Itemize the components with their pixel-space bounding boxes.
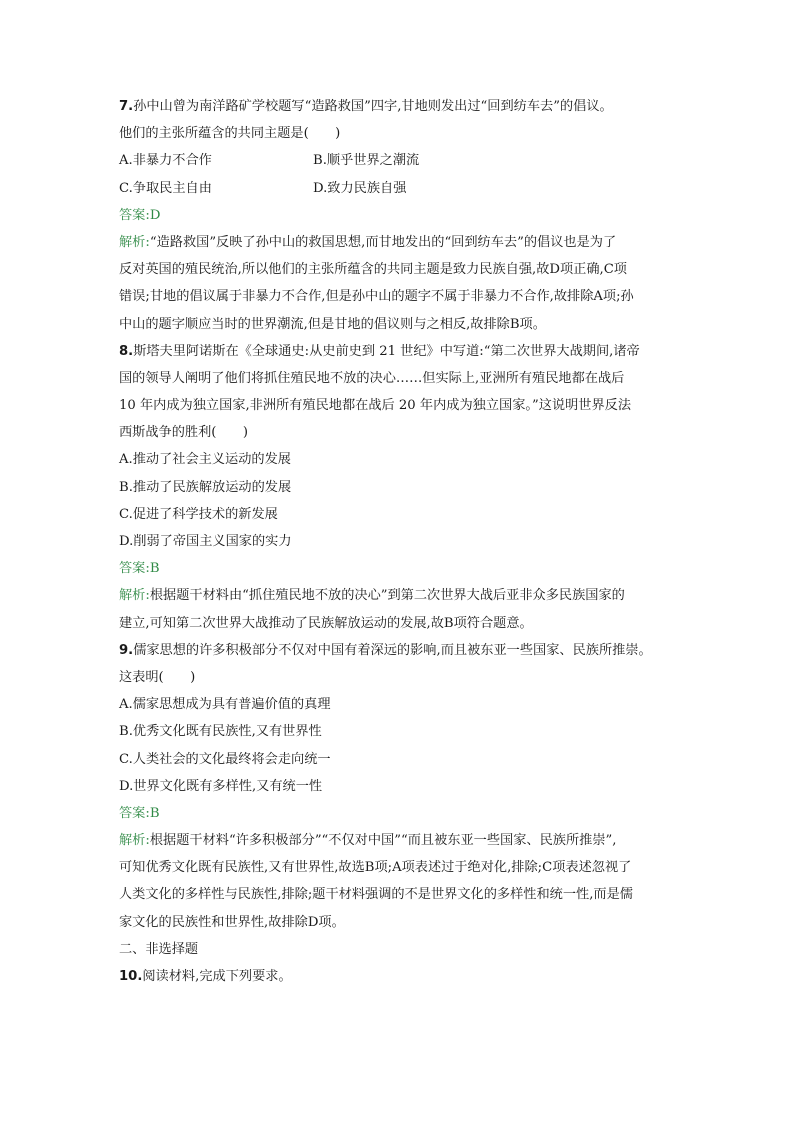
q9-stem-text-1: 儒家思想的许多积极部分不仅对中国有着深远的影响,而且被东亚一些国家、民族所推崇。 bbox=[133, 642, 652, 658]
q9-explanation-line-4: 家文化的民族性和世界性,故排除D项。 bbox=[119, 914, 345, 930]
q10-number: 10. bbox=[119, 969, 143, 984]
q8-explanation-text-1: 根据题干材料由“抓住殖民地不放的决心”到第二次世界大战后亚非众多民族国家的 bbox=[149, 588, 625, 604]
q8-option-c: C.促进了科学技术的新发展 bbox=[119, 506, 278, 522]
q8-option-a: A.推动了社会主义运动的发展 bbox=[119, 452, 291, 468]
q7-explanation-text-1: “造路救国”反映了孙中山的救国思想,而甘地发出的“回到纺车去”的倡议也是为了 bbox=[149, 234, 617, 250]
q7-number: 7. bbox=[119, 99, 134, 114]
q8-stem-text-1: 斯塔夫里阿诺斯在《全球通史:从史前史到 21 世纪》中写道:“第二次世界大战期间,诸帝 bbox=[133, 343, 640, 359]
q7-explanation-line-4: 中山的题字顺应当时的世界潮流,但是甘地的倡议则与之相反,故排除B项。 bbox=[119, 316, 546, 332]
q7-option-a: A.非暴力不合作 bbox=[119, 153, 212, 169]
q9-answer: 答案:B bbox=[119, 805, 160, 821]
q9-stem-line-2: 这表明( ) bbox=[119, 669, 196, 685]
q8-stem-line-4: 西斯战争的胜利( ) bbox=[119, 425, 248, 441]
q7-explanation-line-3: 错误;甘地的倡议属于非暴力不合作,但是孙中山的题字不属于非暴力不合作,故排除A项;孙 bbox=[119, 289, 634, 305]
q9-option-d: D.世界文化既有多样性,又有统一性 bbox=[119, 778, 323, 794]
q7-answer: 答案:D bbox=[119, 207, 161, 223]
section-title-non-choice: 二、非选择题 bbox=[119, 941, 199, 957]
q9-number: 9. bbox=[119, 642, 134, 658]
q7-explanation-line-2: 反对英国的殖民统治,所以他们的主张所蕴含的共同主题是致力民族自强,故D项正确,C项 bbox=[119, 262, 627, 278]
q8-answer: 答案:B bbox=[119, 561, 160, 577]
q9-stem-line-1 bbox=[119, 637, 694, 664]
q8-explanation-line-1 bbox=[119, 582, 694, 609]
q8-stem-line-2: 国的领导人阐明了他们将抓住殖民地不放的决心……但实际上,亚洲所有殖民地都在战后 bbox=[119, 370, 625, 386]
q8-stem-line-1 bbox=[119, 338, 694, 365]
q9-explanation-line-2: 可知优秀文化既有民族性,又有世界性,故选B项;A项表述过于绝对化,排除;C项表述忽视了 bbox=[119, 860, 632, 876]
q9-option-b: B.优秀文化既有民族性,又有世界性 bbox=[119, 724, 322, 740]
q9-explanation-line-1 bbox=[119, 827, 694, 854]
q7-option-c: C.争取民主自由 bbox=[119, 180, 212, 196]
q9-option-c: C.人类社会的文化最终将会走向统一 bbox=[119, 751, 331, 767]
q9-explanation-text-1: 根据题干材料“许多积极部分”“不仅对中国”“而且被东亚一些国家、民族所推崇”, bbox=[149, 833, 617, 849]
q8-explanation-label: 解析: bbox=[119, 588, 150, 604]
q7-option-b: B.顺乎世界之潮流 bbox=[313, 153, 420, 169]
q9-explanation-line-3: 人类文化的多样性与民族性,排除;题干材料强调的不是世界文化的多样性和统一性,而是儒 bbox=[119, 887, 633, 903]
q8-option-d: D.削弱了帝国主义国家的实力 bbox=[119, 534, 292, 549]
q7-stem-text-1: 孙中山曾为南洋路矿学校题写“造路救国”四字,甘地则发出过“回到纺车去”的倡议。 bbox=[133, 99, 613, 114]
q7-explanation-line-1 bbox=[119, 229, 694, 256]
document-page bbox=[119, 93, 694, 990]
q8-stem-line-3: 10 年内成为独立国家,非洲所有殖民地都在战后 20 年内成为独立国家。”这说明世界反法 bbox=[119, 398, 632, 414]
q7-options-row-1 bbox=[119, 147, 694, 174]
q9-explanation-label: 解析: bbox=[119, 833, 150, 849]
q7-option-d: D.致力民族自强 bbox=[313, 180, 407, 196]
q8-number: 8. bbox=[119, 343, 134, 359]
q7-explanation-label: 解析: bbox=[119, 234, 150, 250]
q10-stem-text: 阅读材料,完成下列要求。 bbox=[142, 969, 292, 984]
q7-stem-line-2: 他们的主张所蕴含的共同主题是( ) bbox=[119, 126, 341, 142]
q7-options-row-2 bbox=[119, 175, 694, 202]
q9-option-a: A.儒家思想成为具有普遍价值的真理 bbox=[119, 697, 331, 713]
q8-option-b: B.推动了民族解放运动的发展 bbox=[119, 479, 292, 495]
q8-explanation-line-2: 建立,可知第二次世界大战推动了民族解放运动的发展,故B项符合题意。 bbox=[119, 615, 533, 631]
q7-stem-line-1 bbox=[119, 93, 694, 120]
q10-stem-line-1 bbox=[119, 963, 694, 990]
